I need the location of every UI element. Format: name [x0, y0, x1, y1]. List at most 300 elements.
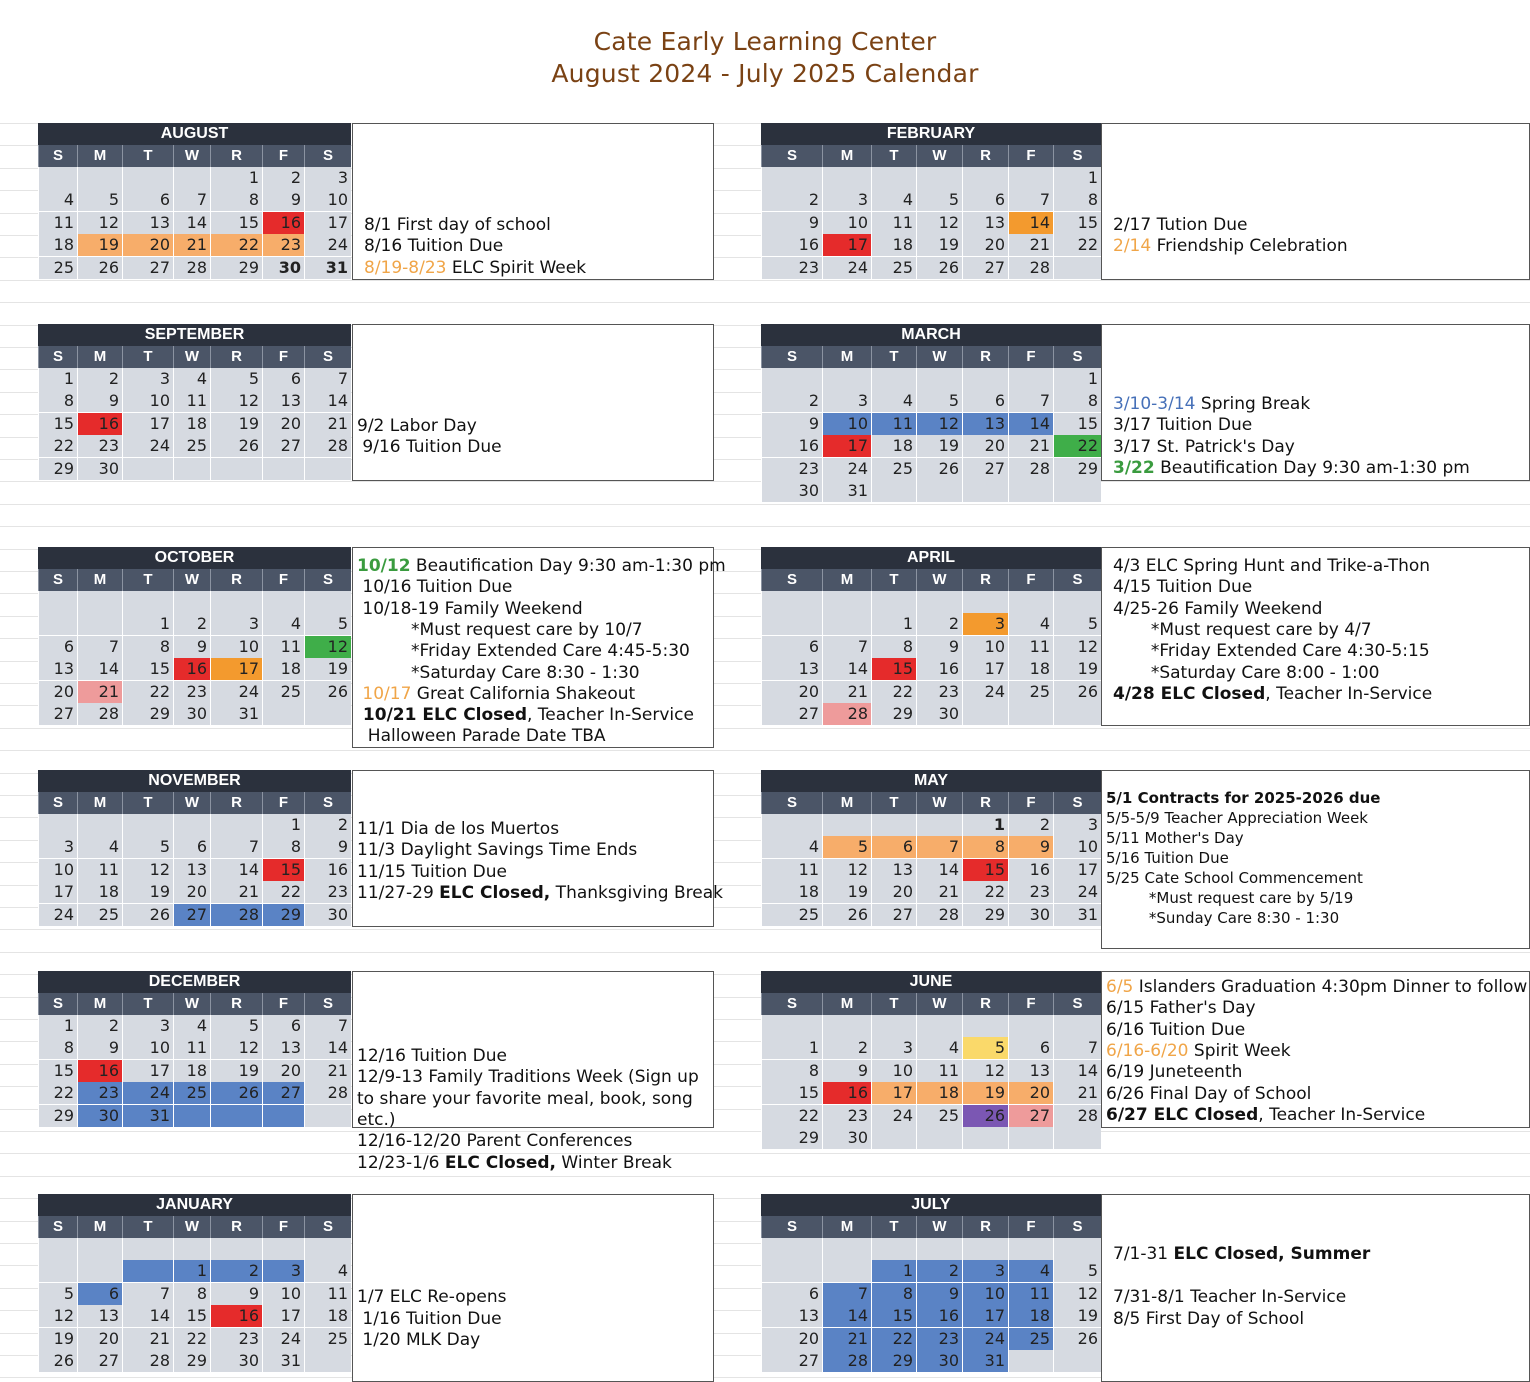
day-cell[interactable]: 28 [173, 257, 210, 280]
day-cell[interactable]: 30 [1008, 904, 1053, 927]
day-cell[interactable]: 12 [962, 1060, 1008, 1083]
day-cell[interactable]: 15 [871, 658, 916, 681]
day-cell[interactable]: 5 [210, 368, 262, 391]
day-cell[interactable]: 8 [761, 1060, 822, 1083]
day-cell[interactable]: 21 [1008, 435, 1053, 458]
day-cell[interactable]: 19 [1053, 1305, 1101, 1328]
day-cell[interactable]: 25 [871, 257, 916, 280]
day-cell[interactable]: 29 [173, 1350, 210, 1373]
day-cell[interactable]: 5 [916, 390, 962, 413]
day-cell[interactable]: 13 [962, 413, 1008, 436]
day-cell[interactable]: 4 [262, 613, 304, 636]
day-cell[interactable]: 28 [822, 1350, 871, 1373]
day-cell[interactable]: 1 [1053, 368, 1101, 391]
day-cell[interactable]: 7 [210, 836, 262, 859]
day-cell[interactable]: 8 [1053, 390, 1101, 413]
day-cell[interactable]: 11 [871, 212, 916, 235]
day-cell[interactable]: 27 [173, 904, 210, 927]
day-cell[interactable]: 5 [77, 189, 122, 212]
day-cell[interactable]: 7 [1053, 1037, 1101, 1060]
day-cell[interactable]: 24 [962, 1328, 1008, 1351]
day-cell[interactable]: 22 [871, 1328, 916, 1351]
day-cell[interactable]: 6 [122, 189, 173, 212]
day-cell[interactable]: 18 [1008, 658, 1053, 681]
day-cell[interactable]: 21 [77, 681, 122, 704]
day-cell[interactable]: 11 [1008, 1283, 1053, 1306]
day-cell[interactable]: 27 [262, 435, 304, 458]
day-cell[interactable]: 15 [38, 1060, 77, 1083]
day-cell[interactable]: 26 [916, 257, 962, 280]
day-cell[interactable]: 20 [262, 1060, 304, 1083]
day-cell[interactable]: 13 [77, 1305, 122, 1328]
day-cell[interactable]: 17 [304, 212, 351, 235]
day-cell[interactable]: 26 [822, 904, 871, 927]
day-cell[interactable]: 30 [77, 1105, 122, 1128]
day-cell[interactable]: 30 [916, 703, 962, 726]
day-cell[interactable]: 8 [871, 1283, 916, 1306]
day-cell[interactable]: 20 [761, 1328, 822, 1351]
day-cell[interactable]: 31 [304, 257, 351, 280]
day-cell[interactable]: 7 [822, 636, 871, 659]
day-cell[interactable]: 31 [822, 480, 871, 503]
day-cell[interactable]: 31 [210, 703, 262, 726]
day-cell[interactable]: 30 [916, 1350, 962, 1373]
day-cell[interactable]: 28 [822, 703, 871, 726]
day-cell[interactable]: 6 [173, 836, 210, 859]
day-cell[interactable]: 24 [822, 257, 871, 280]
day-cell[interactable]: 14 [304, 390, 351, 413]
day-cell[interactable]: 12 [210, 390, 262, 413]
day-cell[interactable]: 19 [962, 1082, 1008, 1105]
day-cell[interactable]: 27 [122, 257, 173, 280]
day-cell[interactable]: 7 [173, 189, 210, 212]
day-cell[interactable]: 18 [871, 234, 916, 257]
day-cell[interactable]: 2 [916, 613, 962, 636]
day-cell[interactable]: 21 [916, 881, 962, 904]
day-cell[interactable]: 7 [822, 1283, 871, 1306]
day-cell[interactable]: 3 [122, 1015, 173, 1038]
day-cell[interactable]: 13 [173, 859, 210, 882]
day-cell[interactable]: 29 [210, 257, 262, 280]
day-cell[interactable]: 7 [916, 836, 962, 859]
day-cell[interactable]: 7 [304, 368, 351, 391]
day-cell[interactable]: 23 [210, 1328, 262, 1351]
day-cell[interactable]: 19 [210, 413, 262, 436]
day-cell[interactable]: 3 [822, 189, 871, 212]
day-cell[interactable]: 18 [871, 435, 916, 458]
day-cell[interactable]: 6 [77, 1283, 122, 1306]
day-cell[interactable]: 20 [962, 234, 1008, 257]
day-cell[interactable]: 25 [38, 257, 77, 280]
day-cell[interactable]: 21 [210, 881, 262, 904]
day-cell[interactable]: 12 [822, 859, 871, 882]
day-cell[interactable]: 28 [77, 703, 122, 726]
day-cell[interactable]: 25 [761, 904, 822, 927]
day-cell[interactable]: 25 [262, 681, 304, 704]
day-cell[interactable]: 11 [916, 1060, 962, 1083]
day-cell[interactable]: 15 [210, 212, 262, 235]
day-cell[interactable]: 3 [871, 1037, 916, 1060]
day-cell[interactable]: 31 [962, 1350, 1008, 1373]
day-cell[interactable]: 21 [173, 234, 210, 257]
day-cell[interactable]: 30 [822, 1127, 871, 1150]
day-cell[interactable]: 12 [916, 212, 962, 235]
day-cell[interactable]: 13 [871, 859, 916, 882]
day-cell[interactable]: 29 [262, 904, 304, 927]
day-cell[interactable]: 1 [173, 1260, 210, 1283]
day-cell[interactable]: 8 [38, 390, 77, 413]
day-cell[interactable]: 13 [761, 1305, 822, 1328]
day-cell[interactable]: 26 [1053, 1328, 1101, 1351]
day-cell[interactable]: 13 [122, 212, 173, 235]
day-cell[interactable]: 19 [122, 881, 173, 904]
day-cell[interactable]: 31 [1053, 904, 1101, 927]
day-cell[interactable]: 8 [262, 836, 304, 859]
day-cell[interactable]: 23 [77, 1082, 122, 1105]
day-cell[interactable]: 1 [1053, 167, 1101, 190]
day-cell[interactable]: 11 [871, 413, 916, 436]
day-cell[interactable]: 29 [871, 703, 916, 726]
day-cell[interactable]: 4 [1008, 613, 1053, 636]
day-cell[interactable]: 30 [304, 904, 351, 927]
day-cell[interactable]: 24 [304, 234, 351, 257]
day-cell[interactable]: 14 [1008, 212, 1053, 235]
day-cell[interactable]: 15 [871, 1305, 916, 1328]
day-cell[interactable]: 19 [304, 658, 351, 681]
day-cell[interactable]: 14 [822, 658, 871, 681]
day-cell[interactable]: 23 [1008, 881, 1053, 904]
day-cell[interactable]: 5 [210, 1015, 262, 1038]
day-cell[interactable]: 17 [1053, 859, 1101, 882]
day-cell[interactable]: 9 [916, 636, 962, 659]
day-cell[interactable]: 14 [173, 212, 210, 235]
day-cell[interactable]: 9 [210, 1283, 262, 1306]
day-cell[interactable]: 3 [962, 1260, 1008, 1283]
day-cell[interactable]: 25 [304, 1328, 351, 1351]
day-cell[interactable]: 3 [262, 1260, 304, 1283]
day-cell[interactable]: 10 [262, 1283, 304, 1306]
day-cell[interactable]: 3 [1053, 814, 1101, 837]
day-cell[interactable]: 6 [262, 1015, 304, 1038]
day-cell[interactable]: 5 [822, 836, 871, 859]
day-cell[interactable]: 17 [822, 234, 871, 257]
day-cell[interactable]: 19 [77, 234, 122, 257]
day-cell[interactable]: 28 [304, 1082, 351, 1105]
day-cell[interactable]: 11 [173, 1037, 210, 1060]
day-cell[interactable]: 13 [761, 658, 822, 681]
day-cell[interactable]: 6 [38, 636, 77, 659]
day-cell[interactable]: 9 [916, 1283, 962, 1306]
day-cell[interactable]: 7 [1008, 189, 1053, 212]
day-cell[interactable]: 22 [210, 234, 262, 257]
day-cell[interactable]: 27 [962, 257, 1008, 280]
day-cell[interactable]: 12 [77, 212, 122, 235]
day-cell[interactable]: 10 [122, 390, 173, 413]
day-cell[interactable]: 4 [871, 189, 916, 212]
day-cell[interactable]: 4 [77, 836, 122, 859]
day-cell[interactable]: 22 [173, 1328, 210, 1351]
day-cell[interactable]: 13 [262, 1037, 304, 1060]
day-cell[interactable]: 31 [122, 1105, 173, 1128]
day-cell[interactable]: 2 [173, 613, 210, 636]
day-cell[interactable]: 27 [77, 1350, 122, 1373]
day-cell[interactable]: 13 [1008, 1060, 1053, 1083]
day-cell[interactable]: 18 [173, 1060, 210, 1083]
day-cell[interactable]: 5 [304, 613, 351, 636]
day-cell[interactable]: 4 [173, 1015, 210, 1038]
day-cell[interactable]: 22 [962, 881, 1008, 904]
day-cell[interactable]: 15 [1053, 212, 1101, 235]
day-cell[interactable]: 26 [210, 435, 262, 458]
day-cell[interactable]: 24 [38, 904, 77, 927]
day-cell[interactable]: 15 [122, 658, 173, 681]
day-cell[interactable]: 8 [38, 1037, 77, 1060]
day-cell[interactable]: 28 [916, 904, 962, 927]
day-cell[interactable]: 16 [916, 658, 962, 681]
day-cell[interactable]: 28 [1008, 458, 1053, 481]
day-cell[interactable]: 18 [262, 658, 304, 681]
day-cell[interactable]: 26 [304, 681, 351, 704]
day-cell[interactable]: 27 [262, 1082, 304, 1105]
day-cell[interactable]: 12 [1053, 636, 1101, 659]
day-cell[interactable]: 10 [122, 1037, 173, 1060]
day-cell[interactable]: 28 [1053, 1105, 1101, 1128]
day-cell[interactable]: 9 [1008, 836, 1053, 859]
day-cell[interactable]: 5 [916, 189, 962, 212]
day-cell[interactable]: 16 [77, 413, 122, 436]
day-cell[interactable]: 9 [761, 413, 822, 436]
day-cell[interactable]: 22 [761, 1105, 822, 1128]
day-cell[interactable]: 2 [1008, 814, 1053, 837]
day-cell[interactable]: 5 [1053, 613, 1101, 636]
day-cell[interactable]: 19 [822, 881, 871, 904]
day-cell[interactable]: 27 [761, 1350, 822, 1373]
day-cell[interactable]: 24 [122, 1082, 173, 1105]
day-cell[interactable]: 25 [916, 1105, 962, 1128]
day-cell[interactable]: 21 [304, 1060, 351, 1083]
day-cell[interactable]: 14 [1053, 1060, 1101, 1083]
day-cell[interactable]: 14 [122, 1305, 173, 1328]
day-cell[interactable]: 16 [916, 1305, 962, 1328]
day-cell[interactable]: 25 [77, 904, 122, 927]
day-cell[interactable]: 12 [210, 1037, 262, 1060]
day-cell[interactable]: 21 [1053, 1082, 1101, 1105]
day-cell[interactable]: 14 [77, 658, 122, 681]
day-cell[interactable]: 7 [1008, 390, 1053, 413]
day-cell[interactable]: 24 [210, 681, 262, 704]
day-cell[interactable]: 1 [871, 1260, 916, 1283]
day-cell[interactable]: 10 [871, 1060, 916, 1083]
day-cell[interactable]: 17 [122, 1060, 173, 1083]
day-cell[interactable]: 12 [916, 413, 962, 436]
day-cell[interactable]: 5 [38, 1283, 77, 1306]
day-cell[interactable]: 24 [1053, 881, 1101, 904]
day-cell[interactable]: 27 [871, 904, 916, 927]
day-cell[interactable]: 21 [822, 681, 871, 704]
day-cell[interactable]: 4 [761, 836, 822, 859]
day-cell[interactable]: 6 [262, 368, 304, 391]
day-cell[interactable]: 14 [822, 1305, 871, 1328]
day-cell[interactable]: 10 [38, 859, 77, 882]
day-cell[interactable]: 29 [38, 458, 77, 481]
day-cell[interactable]: 5 [962, 1037, 1008, 1060]
day-cell[interactable]: 30 [210, 1350, 262, 1373]
day-cell[interactable]: 17 [38, 881, 77, 904]
day-cell[interactable]: 2 [822, 1037, 871, 1060]
day-cell[interactable]: 1 [761, 1037, 822, 1060]
day-cell[interactable]: 13 [38, 658, 77, 681]
day-cell[interactable]: 15 [262, 859, 304, 882]
day-cell[interactable]: 26 [122, 904, 173, 927]
day-cell[interactable]: 3 [962, 613, 1008, 636]
day-cell[interactable]: 21 [1008, 234, 1053, 257]
day-cell[interactable]: 10 [962, 1283, 1008, 1306]
day-cell[interactable]: 16 [173, 658, 210, 681]
day-cell[interactable]: 4 [871, 390, 916, 413]
day-cell[interactable]: 22 [1053, 435, 1101, 458]
day-cell[interactable]: 23 [304, 881, 351, 904]
day-cell[interactable]: 4 [916, 1037, 962, 1060]
day-cell[interactable]: 16 [77, 1060, 122, 1083]
day-cell[interactable]: 20 [173, 881, 210, 904]
day-cell[interactable]: 3 [822, 390, 871, 413]
day-cell[interactable]: 15 [761, 1082, 822, 1105]
day-cell[interactable]: 18 [1008, 1305, 1053, 1328]
day-cell[interactable]: 2 [761, 189, 822, 212]
day-cell[interactable]: 25 [871, 458, 916, 481]
day-cell[interactable]: 4 [38, 189, 77, 212]
day-cell[interactable]: 28 [122, 1350, 173, 1373]
day-cell[interactable]: 20 [38, 681, 77, 704]
day-cell[interactable]: 13 [962, 212, 1008, 235]
day-cell[interactable]: 28 [1008, 257, 1053, 280]
day-cell[interactable]: 27 [38, 703, 77, 726]
day-cell[interactable]: 30 [262, 257, 304, 280]
day-cell[interactable]: 19 [38, 1328, 77, 1351]
day-cell[interactable]: 24 [962, 681, 1008, 704]
day-cell[interactable]: 20 [761, 681, 822, 704]
day-cell[interactable]: 18 [304, 1305, 351, 1328]
day-cell[interactable]: 11 [173, 390, 210, 413]
day-cell[interactable]: 1 [962, 814, 1008, 837]
day-cell[interactable]: 6 [761, 1283, 822, 1306]
day-cell[interactable]: 12 [304, 636, 351, 659]
day-cell[interactable]: 22 [1053, 234, 1101, 257]
day-cell[interactable]: 8 [962, 836, 1008, 859]
day-cell[interactable]: 7 [304, 1015, 351, 1038]
day-cell[interactable]: 11 [304, 1283, 351, 1306]
day-cell[interactable]: 10 [822, 413, 871, 436]
day-cell[interactable]: 5 [1053, 1260, 1101, 1283]
day-cell[interactable]: 17 [962, 1305, 1008, 1328]
day-cell[interactable]: 25 [173, 1082, 210, 1105]
day-cell[interactable]: 18 [173, 413, 210, 436]
day-cell[interactable]: 2 [77, 368, 122, 391]
day-cell[interactable]: 26 [962, 1105, 1008, 1128]
day-cell[interactable]: 29 [1053, 458, 1101, 481]
day-cell[interactable]: 31 [262, 1350, 304, 1373]
day-cell[interactable]: 24 [871, 1105, 916, 1128]
day-cell[interactable]: 27 [962, 458, 1008, 481]
day-cell[interactable]: 14 [1008, 413, 1053, 436]
day-cell[interactable]: 4 [1008, 1260, 1053, 1283]
day-cell[interactable]: 1 [262, 814, 304, 837]
day-cell[interactable]: 5 [122, 836, 173, 859]
day-cell[interactable]: 23 [173, 681, 210, 704]
day-cell[interactable]: 11 [77, 859, 122, 882]
day-cell[interactable]: 9 [173, 636, 210, 659]
day-cell[interactable]: 1 [38, 1015, 77, 1038]
day-cell[interactable]: 9 [761, 212, 822, 235]
day-cell[interactable]: 17 [122, 413, 173, 436]
day-cell[interactable]: 19 [1053, 658, 1101, 681]
day-cell[interactable]: 16 [761, 234, 822, 257]
day-cell[interactable]: 20 [77, 1328, 122, 1351]
day-cell[interactable]: 11 [761, 859, 822, 882]
day-cell[interactable]: 27 [761, 703, 822, 726]
day-cell[interactable]: 23 [916, 1328, 962, 1351]
day-cell[interactable]: 23 [761, 458, 822, 481]
day-cell[interactable]: 17 [822, 435, 871, 458]
day-cell[interactable]: 4 [304, 1260, 351, 1283]
day-cell[interactable]: 28 [304, 435, 351, 458]
day-cell[interactable]: 25 [1008, 1328, 1053, 1351]
day-cell[interactable]: 1 [871, 613, 916, 636]
day-cell[interactable]: 17 [962, 658, 1008, 681]
day-cell[interactable]: 22 [262, 881, 304, 904]
day-cell[interactable]: 6 [761, 636, 822, 659]
day-cell[interactable]: 2 [761, 390, 822, 413]
day-cell[interactable]: 20 [122, 234, 173, 257]
day-cell[interactable]: 25 [173, 435, 210, 458]
day-cell[interactable]: 28 [210, 904, 262, 927]
day-cell[interactable]: 2 [262, 167, 304, 190]
day-cell[interactable]: 15 [962, 859, 1008, 882]
day-cell[interactable]: 16 [210, 1305, 262, 1328]
day-cell[interactable]: 19 [916, 234, 962, 257]
day-cell[interactable]: 21 [822, 1328, 871, 1351]
day-cell[interactable]: 16 [304, 859, 351, 882]
day-cell[interactable]: 6 [871, 836, 916, 859]
day-cell[interactable]: 19 [210, 1060, 262, 1083]
day-cell[interactable]: 25 [1008, 681, 1053, 704]
day-cell[interactable]: 8 [210, 189, 262, 212]
day-cell[interactable]: 29 [38, 1105, 77, 1128]
day-cell[interactable]: 3 [210, 613, 262, 636]
day-cell[interactable]: 29 [761, 1127, 822, 1150]
day-cell[interactable]: 16 [761, 435, 822, 458]
day-cell[interactable]: 4 [173, 368, 210, 391]
day-cell[interactable]: 8 [122, 636, 173, 659]
day-cell[interactable]: 29 [122, 703, 173, 726]
day-cell[interactable]: 29 [871, 1350, 916, 1373]
day-cell[interactable]: 17 [210, 658, 262, 681]
day-cell[interactable]: 9 [77, 1037, 122, 1060]
day-cell[interactable]: 27 [1008, 1105, 1053, 1128]
day-cell[interactable]: 26 [1053, 681, 1101, 704]
day-cell[interactable]: 14 [210, 859, 262, 882]
day-cell[interactable]: 20 [871, 881, 916, 904]
day-cell[interactable]: 10 [1053, 836, 1101, 859]
day-cell[interactable]: 7 [122, 1283, 173, 1306]
day-cell[interactable]: 12 [122, 859, 173, 882]
day-cell[interactable]: 16 [262, 212, 304, 235]
day-cell[interactable]: 30 [761, 480, 822, 503]
day-cell[interactable]: 19 [916, 435, 962, 458]
day-cell[interactable]: 15 [173, 1305, 210, 1328]
day-cell[interactable]: 23 [77, 435, 122, 458]
day-cell[interactable]: 8 [871, 636, 916, 659]
